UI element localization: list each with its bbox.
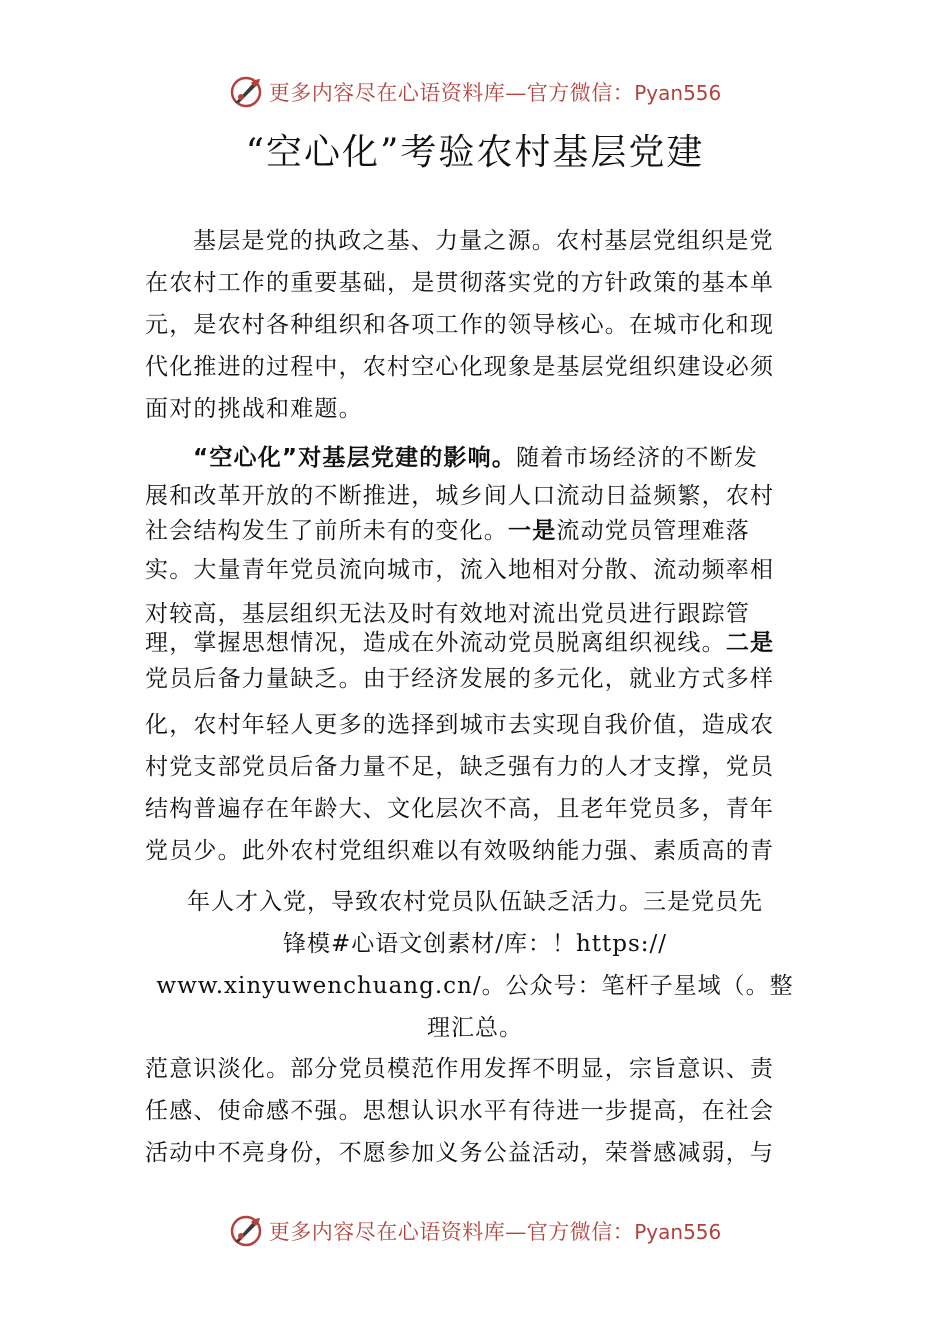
watermark-url: www.xinyuwenchuang.cn/。公众号：笔杆子星域（。整 [156,973,794,999]
wechat-id: Pyan556 [634,81,722,105]
paragraph-continued: 范意识淡化。部分党员模范作用发挥不明显，宗旨意识、责 任感、使命感不强。思想认识水平有待进一步提高，在社会 活动中不亮身份，不愿参加义务公益活动，荣誉感减弱，与 [145,1056,775,1166]
watermark-block: 年人才入党，导致农村党员队伍缺乏活力。三是党员先 锋模#心语文创素材/库：！https:// www.xinyuwenchuang.cn/。公众号：笔杆子星域（。整 理汇总。 [0,881,950,1049]
footer-banner [0,1211,950,1251]
banner-text: 更多内容尽在心语资料库—官方微信：Pyan556 [268,1220,722,1244]
header-banner [0,72,950,112]
quill-logo-icon [229,1214,263,1248]
section-heading: “空心化”对基层党建的影响。 [193,445,517,471]
page-title: “空心化”考验农村基层党建 [245,132,705,173]
wechat-id: Pyan556 [634,1220,722,1244]
quill-logo-icon [229,75,263,109]
paragraph-impact: “空心化”对基层党建的影响。随着市场经济的不断发 展和改革开放的不断推进，城乡间人口流动日益频繁，农村 社会结构发生了前所未有的变化。一是流动党员管理难落 实。大量青年党员流向城市，流入地相对分散、流动频率相 对较高，基层组织无法及时有效地对流出党员进行跟踪管 理，掌握思想情况，造成在外流动党员脱离组织视线。二是 党员后备力量缺乏。由于经济发展的多元化，就业方式多样 化，农村年轻人更多的选择到城市去实现自我价值，造成农 村党支部党员后备力量不足，缺乏强有力的人才支撑，党员 结构普遍存在年龄大、文化层次不高，且老年党员多，青年 党员少。此外农村党组织难以有效吸纳能力强、素质高的青 [145,445,775,864]
paragraph-intro: 基层是党的执政之基、力量之源。农村基层党组织是党 在农村工作的重要基础，是贯彻落实党的方针政策的基本单 元，是农村各种组织和各项工作的领导核心。在城市化和现 代化推进的过程中，农村空心化现象是基层党组织建设必须 面对的挑战和难题。 [145,228,775,422]
banner-text: 更多内容尽在心语资料库—官方微信：Pyan556 [268,81,722,105]
